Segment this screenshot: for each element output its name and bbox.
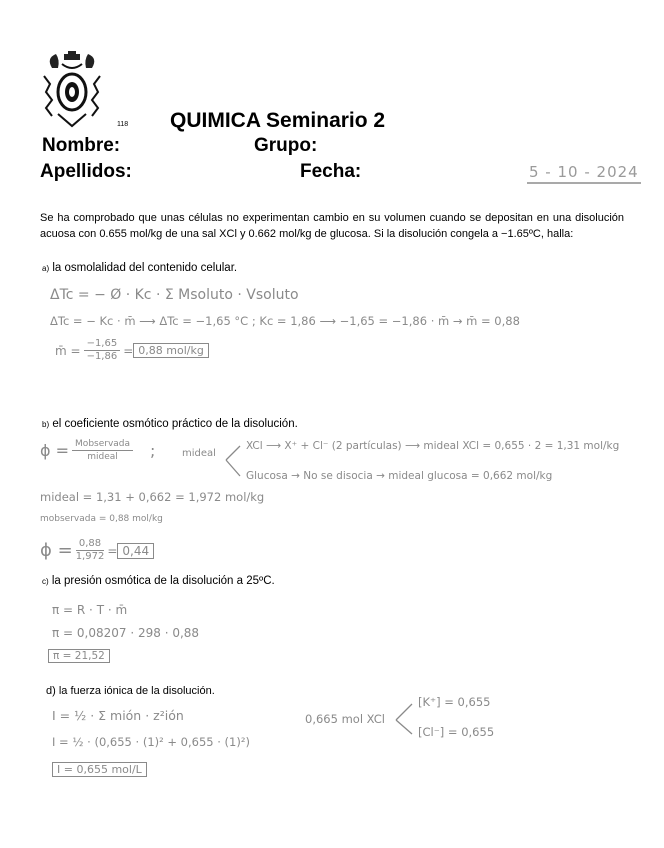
answer-a-numerator: −1,65 xyxy=(84,338,121,351)
answer-d-line2: I = ½ · (0,655 · (1)² + 0,655 · (1)²) xyxy=(52,735,250,749)
answer-a-line2: ΔTc = − Kc · m̄ ⟶ ΔTc = −1,65 °C ; Kc = 1,86 ⟶ −1,65 = −1,86 · m̄ → m̄ = 0,88 xyxy=(50,314,520,328)
answer-c-line2: π = 0,08207 · 298 · 0,88 xyxy=(52,626,200,640)
answer-b-branch1: XCl ⟶ X⁺ + Cl⁻ (2 partículas) ⟶ mideal XCl = 0,655 · 2 = 1,31 mol/kg xyxy=(246,440,620,452)
answer-b-line2: mideal = 1,31 + 0,662 = 1,972 mol/kg xyxy=(40,490,265,504)
answer-b-result-box: 0,44 xyxy=(117,543,154,559)
problem-statement: Se ha comprobado que unas células no experimentan cambio en su volumen cuando se depositan en una disolución acuosa con 0.655 mol/kg de una sal XCl y 0.662 mol/kg de glucosa. Si la disolución congela a −1.65ºC, halla: xyxy=(40,212,624,240)
answer-b-denominator: mideal xyxy=(87,452,118,462)
answer-b-line4: ϕ = $\frac{0,88}{1,972}$ = 0,44 xyxy=(40,538,154,563)
answer-d-cl-ion: [Cl⁻] = 0,655 xyxy=(418,725,495,739)
university-crest-icon xyxy=(38,50,106,128)
question-a-text: la osmolalidad del contenido celular. xyxy=(52,262,238,274)
answer-a-line1: ΔTc = − Ø · Kc · Σ Msoluto · Vsoluto xyxy=(50,287,299,303)
answer-c-line1: π = R · T · m̄ xyxy=(52,603,128,617)
question-c xyxy=(42,575,275,587)
question-a xyxy=(42,262,237,274)
answer-a-fraction xyxy=(84,338,121,363)
question-a-prefix: a) xyxy=(42,264,50,273)
question-b-prefix: b) xyxy=(42,420,50,429)
answer-d-line1: I = ½ · Σ mión · z²ión xyxy=(52,708,184,723)
answer-d-right-label: 0,665 mol XCl xyxy=(305,712,385,726)
answer-b-separator: ; xyxy=(150,441,156,460)
answer-d-k-ion: [K⁺] = 0,655 xyxy=(418,695,491,709)
answer-b-fraction2 xyxy=(76,538,105,563)
answer-b-numerator: Mobservada xyxy=(72,438,133,451)
question-d-prefix: d) xyxy=(46,685,56,697)
apellidos-label: Apellidos: xyxy=(40,161,132,182)
question-b-text: el coeficiente osmótico práctico de la disolución. xyxy=(52,418,298,430)
answer-a-result-box: 0,88 mol/kg xyxy=(133,343,209,358)
answer-b-mideal: mideal xyxy=(182,448,216,459)
question-b xyxy=(42,418,298,430)
answer-b-fraction xyxy=(72,438,133,463)
answer-a-lhs: m̄ = xyxy=(55,343,81,358)
answer-b-phi-def xyxy=(40,438,155,463)
question-c-prefix: c) xyxy=(42,577,49,586)
answer-b-line3: mobservada = 0,88 mol/kg xyxy=(40,514,163,524)
question-c-text: la presión osmótica de la disolución a 25ºC. xyxy=(51,575,275,587)
answer-b-denominator2: 1,972 xyxy=(75,551,105,562)
answer-b-phi: ϕ = xyxy=(40,441,70,460)
answer-b-branch-lines xyxy=(226,440,244,480)
page-number: 118 xyxy=(117,121,129,128)
grupo-label: Grupo: xyxy=(254,135,318,156)
answer-a-line3: m̄ = $\frac{-1,65}{-1,86}$ = 0,88 mol/kg xyxy=(55,338,209,363)
answer-d-branch-lines xyxy=(396,700,418,740)
answer-c-result-box: π = 21,52 xyxy=(48,649,110,663)
question-d xyxy=(46,685,215,697)
answer-d-result xyxy=(52,762,147,777)
nombre-label: Nombre: xyxy=(42,135,121,156)
page-title: QUIMICA Seminario 2 xyxy=(170,109,386,132)
answer-b-phi2: ϕ = xyxy=(40,540,73,561)
answer-a-denominator: −1,86 xyxy=(86,351,118,362)
answer-b-branch2: Glucosa → No se disocia → mideal glucosa = 0,662 mol/kg xyxy=(246,470,553,482)
question-d-text: la fuerza iónica de la disolución. xyxy=(58,685,215,697)
fecha-value: 5 - 10 - 2024 xyxy=(527,163,641,184)
answer-d-result-box: I = 0,655 mol/L xyxy=(52,762,147,777)
answer-c-result xyxy=(48,648,110,663)
answer-b-numerator2: 0,88 xyxy=(76,538,104,551)
fecha-label: Fecha: xyxy=(300,161,362,182)
